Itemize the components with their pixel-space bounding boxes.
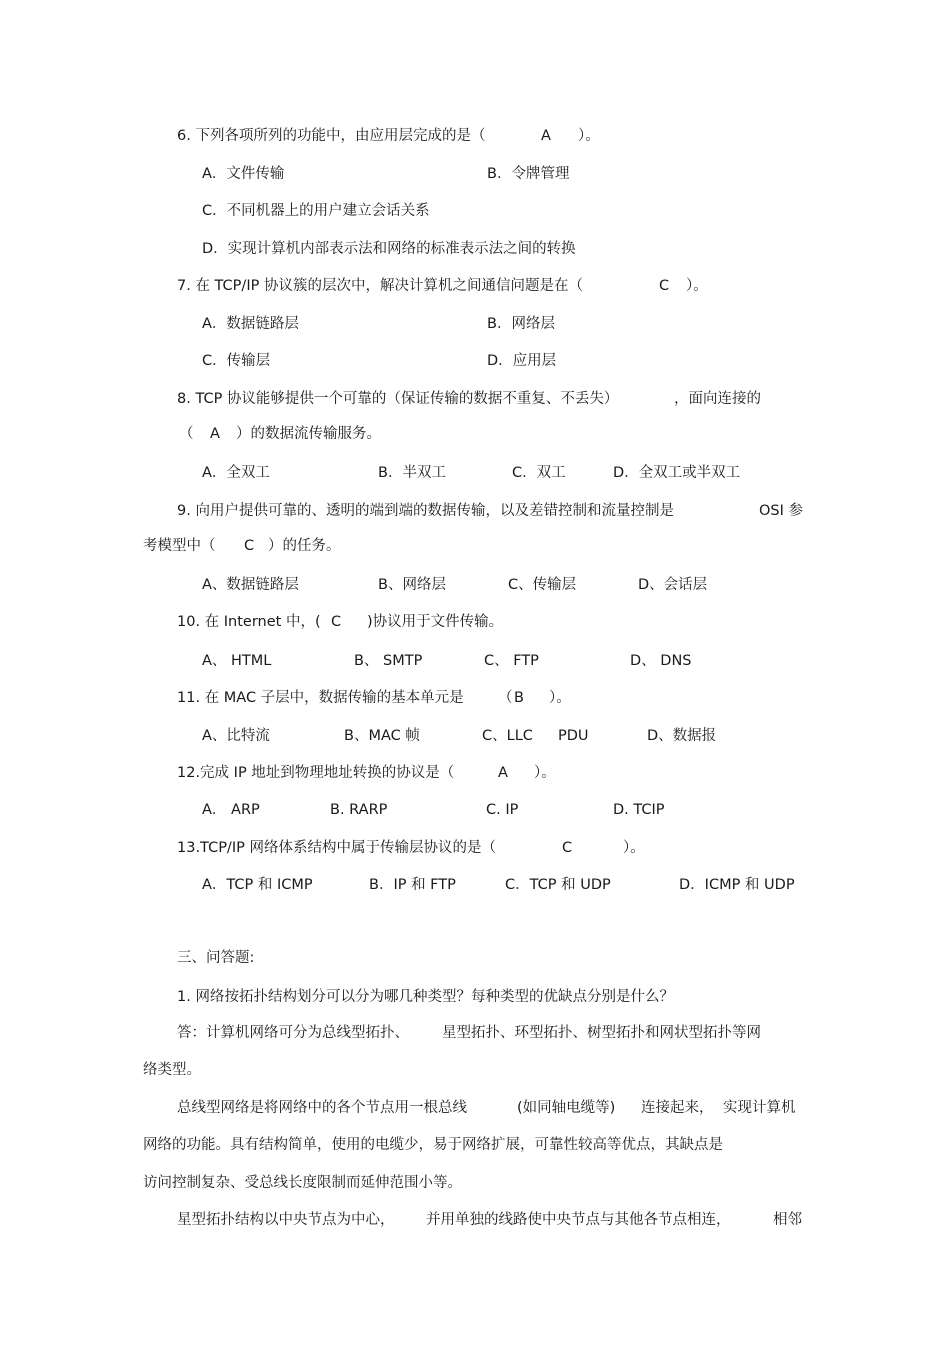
q8-option-c: C．双工 [512,465,566,481]
q10-option-a: A、 HTML [202,653,272,669]
q13-option-a: A．TCP 和 ICMP [202,877,313,893]
q8-close: ）的数据流传输服务。 [236,426,381,442]
q6-stem: 6. 下列各项所列的功能中，由应用层完成的是（ [177,128,486,144]
bus-line2: 网络的功能。具有结构简单，使用的电缆少，易于网络扩展，可靠性较高等优点，其缺点是 [143,1137,723,1153]
q10-stem: 10. 在 Internet 中，( [177,614,321,630]
q11-open-paren: （ [498,690,513,706]
answer-line1-part2: 星型拓扑、环型拓扑、树型拓扑和网状型拓扑等网 [442,1025,761,1041]
q12-option-d: D. TCIP [613,802,665,818]
bus-line1-part4: 实现计算机 [723,1100,796,1116]
q12-option-b: B. RARP [330,802,388,818]
q6-answer: A [541,128,551,144]
q7-stem: 7. 在 TCP/IP 协议簇的层次中，解决计算机之间通信问题是在（ [177,278,583,294]
bus-line3: 访问控制复杂、受总线长度限制而延伸范围小等。 [143,1175,462,1191]
q11-option-c: C、LLC [482,728,533,744]
q6-close: ）。 [578,128,600,144]
star-line1-part3: 相邻 [773,1212,802,1228]
q12-option-c: C. IP [486,802,519,818]
q6-stem-line [177,126,485,146]
q7-option-b: B．网络层 [487,316,555,332]
q11-option-a: A、比特流 [202,728,270,744]
q12-close: ）。 [534,765,556,781]
q7-answer: C [659,278,670,294]
q13-answer: C [562,840,573,856]
q13-option-d: D．ICMP 和 UDP [679,877,795,893]
q13-stem: 13.TCP/IP 网络体系结构中属于传输层协议的是（ [177,840,496,856]
q13-option-c: C．TCP 和 UDP [505,877,611,893]
q9-stem-tail: OSI 参 [759,503,804,519]
q11-option-d: D、数据报 [647,728,717,744]
answer-line1-part1: 答：计算机网络可分为总线型拓扑、 [177,1025,409,1041]
q13-close: ）。 [623,840,645,856]
q12-stem: 12.完成 IP 地址到物理地址转换的协议是（ [177,765,455,781]
q11-answer: B [514,690,524,706]
q13-option-b: B．IP 和 FTP [369,877,456,893]
star-line1-part2: 并用单独的线路使中央节点与其他各节点相连， [426,1212,731,1228]
q9-option-a: A、数据链路层 [202,577,299,593]
q6-option-b: B．令牌管理 [487,166,570,182]
q7-option-d: D．应用层 [487,353,557,369]
bus-line1-part2: (如同轴电缆等) [517,1100,616,1116]
q8-option-b: B．半双工 [378,465,446,481]
q9-stem: 9. 向用户提供可靠的、透明的端到端的数据传输，以及差错控制和流量控制是 [177,503,674,519]
q9-option-d: D、会话层 [638,577,708,593]
q9-option-b: B、网络层 [378,577,446,593]
q8-stem: 8. TCP 协议能够提供一个可靠的（保证传输的数据不重复、不丢失） [177,391,619,407]
q7-option-c: C．传输层 [202,353,271,369]
q10-close: )协议用于文件传输。 [367,614,504,630]
answer-line2: 络类型。 [143,1062,201,1078]
q8-answer: A [210,426,220,442]
q11-stem: 11. 在 MAC 子层中，数据传输的基本单元是 [177,690,464,706]
q9-close: ）的任务。 [268,538,341,554]
q8-option-d: D．全双工或半双工 [613,465,741,481]
star-line1-part1: 星型拓扑结构以中央节点为中心， [177,1212,395,1228]
q12-answer: A [498,765,508,781]
q10-answer: C [331,614,342,630]
q9-line2-prefix: 考模型中（ [143,538,216,554]
q8-open-paren: （ [179,426,194,442]
bus-line1-part1: 总线型网络是将网络中的各个节点用一根总线 [177,1100,467,1116]
q12-option-a: A． ARP [202,802,260,818]
q11-option-c-pdu: PDU [558,728,589,744]
q8-stem-tail: ，面向连接的 [674,391,761,407]
section3-question-1: 1. 网络按拓扑结构划分可以分为哪几种类型？每种类型的优缺点分别是什么？ [177,989,674,1005]
bus-line1-part3: 连接起来， [641,1100,714,1116]
q8-option-a: A．全双工 [202,465,270,481]
q9-answer: C [244,538,255,554]
q10-option-d: D、 DNS [630,653,692,669]
section3-heading: 三、问答题: [177,950,255,966]
q7-close: ）。 [686,278,708,294]
q11-close: ）。 [549,690,571,706]
q7-option-a: A．数据链路层 [202,316,299,332]
q9-option-c: C、传输层 [508,577,577,593]
q10-option-c: C、 FTP [484,653,539,669]
q6-option-c: C．不同机器上的用户建立会话关系 [202,203,430,219]
q6-option-a: A．文件传输 [202,166,285,182]
q10-option-b: B、 SMTP [354,653,423,669]
q11-option-b: B、MAC 帧 [344,728,420,744]
q6-option-d: D．实现计算机内部表示法和网络的标准表示法之间的转换 [202,241,576,257]
